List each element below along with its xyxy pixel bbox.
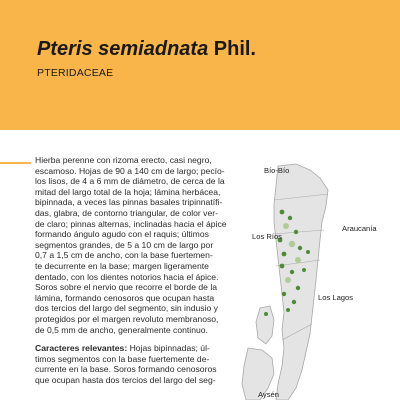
distribution-map xyxy=(238,148,400,400)
description-line: de claro; pinnas alternas, inclinadas hacia el ápice xyxy=(35,218,227,229)
record-dot xyxy=(264,312,268,316)
record-dot xyxy=(282,292,286,296)
chiloe-island-shape xyxy=(256,306,274,344)
map-svg xyxy=(238,148,400,400)
description-line: los lisos, de 4 a 6 mm de diámetro, de cerca de la xyxy=(35,176,225,187)
record-dot xyxy=(290,270,294,274)
record-dot xyxy=(286,308,290,312)
description-line: te decurrente en la base; margen ligeramente xyxy=(35,260,209,271)
description-line: Soros sobre el nervio que recorre el borde de la xyxy=(35,282,218,293)
record-dot xyxy=(285,277,291,283)
record-dot xyxy=(298,246,302,250)
region-label-los-rios: Los Ríos xyxy=(252,232,282,241)
record-dot xyxy=(289,241,295,247)
description-line: das, glabra, de contorno triangular, de color ver- xyxy=(35,207,218,218)
description-line: protegidos por el margen revoluto membranoso, xyxy=(35,313,219,324)
description-line: lámina, formando cenosoros que ocupan hasta xyxy=(35,292,215,303)
region-label-aysen: Aysén xyxy=(258,390,279,399)
relevant-label: Caracteres relevantes: xyxy=(35,343,128,354)
description-line: Hierba perenne con rizoma erecto, casi negro, xyxy=(35,155,212,165)
record-dot xyxy=(280,264,285,269)
record-dot xyxy=(295,257,301,263)
relevant-line: Hojas bipinnadas; úl- xyxy=(127,343,210,354)
description-line: segmentos grandes, de 5 a 10 cm de largo por xyxy=(35,239,214,250)
species-title xyxy=(37,38,256,61)
family-name: PTERIDACEAE xyxy=(37,67,114,79)
relevant-line: timos segmentos con la base fuertemente de- xyxy=(35,353,210,364)
record-dot xyxy=(294,230,298,234)
record-dot xyxy=(280,210,285,215)
relevant-paragraph xyxy=(35,343,240,385)
description-column xyxy=(35,155,240,385)
description-line: 0,7 a 1,5 cm de ancho, con la base fuertemen- xyxy=(35,250,213,261)
description-line: de 0,5 mm de ancho, generalmente continuo. xyxy=(35,324,208,335)
description-line: mitad del largo total de la hoja; lámina herbácea, xyxy=(35,186,221,197)
description-line: formando ángulo agudo con el raquis; últimos xyxy=(35,229,209,240)
relevant-line: currente en la base. Soros formando cenosoros xyxy=(35,364,217,375)
record-dot xyxy=(302,268,306,272)
header-band xyxy=(0,0,400,130)
species-author: Phil. xyxy=(213,38,256,60)
species-name: Pteris semiadnata xyxy=(37,38,209,60)
record-dot xyxy=(306,250,310,254)
record-dot xyxy=(282,252,287,257)
region-label-los-lagos: Los Lagos xyxy=(318,293,354,302)
description-paragraph xyxy=(35,155,240,335)
record-dot xyxy=(296,286,300,290)
description-line: dentado, con los dientes notorios hacia el ápice. xyxy=(35,271,219,282)
relevant-line: que ocupan hasta dos tercios del largo del seg- xyxy=(35,374,216,385)
description-line: bipinnada, a veces las pinnas basales tripinnatífi- xyxy=(35,197,223,208)
region-label-araucania: Araucanía xyxy=(342,224,377,233)
description-line: dos tercios del largo del segmento, sin indusio y xyxy=(35,303,218,314)
description-line: escamoso. Hojas de 90 a 140 cm de largo; pecío- xyxy=(35,165,225,176)
record-dot xyxy=(283,223,289,229)
region-label-biobio: Bío-Bío xyxy=(264,166,290,175)
record-dot xyxy=(288,216,292,220)
record-dot xyxy=(292,300,296,304)
accent-rule xyxy=(0,162,31,164)
